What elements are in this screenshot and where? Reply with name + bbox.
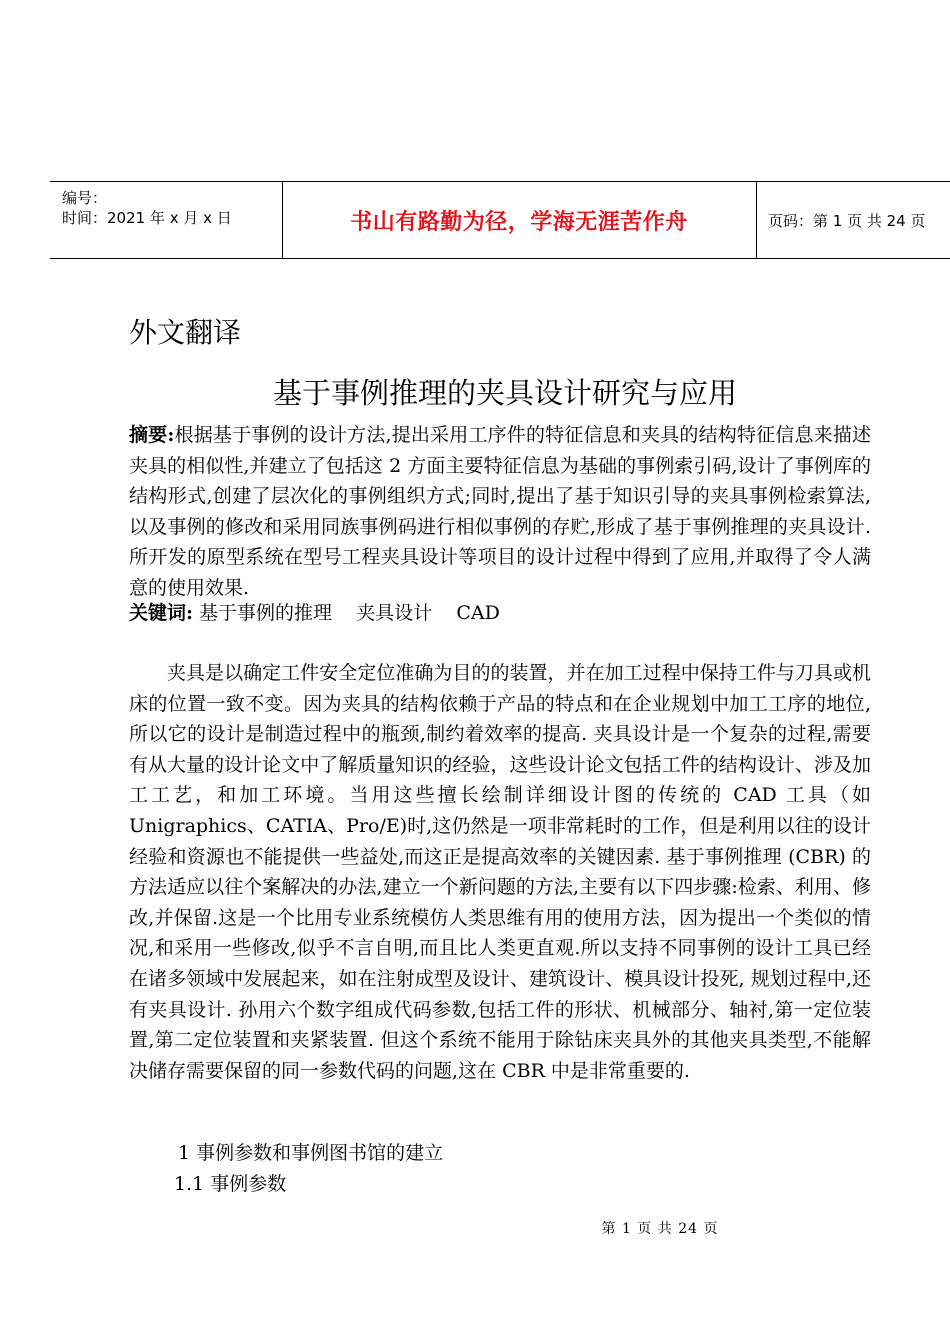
document-type: 外文翻译 (129, 316, 242, 349)
header-motto: 书山有路勤为径，学海无涯苦作舟 (282, 182, 757, 258)
page-header (50, 181, 950, 259)
footer-page-number: 第 1 页 共 24 页 (601, 1221, 719, 1237)
keywords-text: 基于事例的推理 夹具设计 CAD (193, 602, 500, 624)
keywords-label: 关键词: (129, 602, 194, 624)
keywords (129, 598, 871, 629)
time-label: 时间：2021 年 x 月 x 日 (62, 209, 232, 227)
abstract (129, 420, 871, 604)
section-heading-1: 1 事例参数和事例图书馆的建立 (178, 1142, 444, 1164)
abstract-label: 摘要: (129, 424, 175, 446)
number-label: 编号： (62, 189, 108, 207)
header-page-label: 页码：第 1 页 共 24 页 (768, 211, 926, 230)
body-paragraph: 夹具是以确定工件安全定位准确为目的的装置，并在加工过程中保持工件与刀具或机床的位置一致不变。因为夹具的结构依赖于产品的特点和在企业规划中加工工序的地位,所以它的设计是制造过程中的瓶颈,制约着效率的提高. 夹具设计是一个复杂的过程,需要有从大量的设计论文中了解质量知识的经验，这些设计论文包括工件的结构设计、涉及加工工艺，和加工环境。当用这些擅长绘制详细设计图的传统的 CAD 工具（如 Unigraphics、CATIA、Pro/E)时,这仍然是一项非常耗时的工作，但是利用以往的设计经验和资源也不能提供一些益处,而这正是提高效率的关键因素. 基于事例推理 (CBR) 的方法适应以往个案解决的办法,建立一个新问题的方法,主要有以下四步骤:检索、利用、修改,并保留.这是一个比用专业系统模仿人类思维有用的使用方法，因为提出一个类似的情况,和采用一些修改,似乎不言自明,而且比人类更直观.所以支持不同事例的设计工具已经在诸多领域中发展起来，如在注射成型及设计、建筑设计、模具设计投死, 规划过程中,还有夹具设计. 孙用六个数字组成代码参数,包括工件的形状、机械部分、轴衬,第一定位装置,第二定位装置和夹紧装置. 但这个系统不能用于除钻床夹具外的其他夹具类型,不能解决储存需要保留的同一参数代码的问题,这在 CBR 中是非常重要的. (129, 662, 871, 1082)
document-title (0, 371, 950, 412)
document-title-text: 基于事例推理的夹具设计研究与应用 (272, 376, 737, 410)
page-footer (0, 1218, 950, 1238)
section-heading-1-1: 1.1 事例参数 (174, 1173, 287, 1195)
abstract-text: 根据基于事例的设计方法,提出采用工序件的特征信息和夹具的结构特征信息来描述夹具的相似性,并建立了包括这 2 方面主要特征信息为基础的事例索引码,设计了事例库的结构形式,创建了层次化的事例组织方式;同时,提出了基于知识引导的夹具事例检索算法,以及事例的修改和采用同族事例码进行相似事例的存贮,形成了基于事例推理的夹具设计.所开发的原型系统在型号工程夹具设计等项目的设计过程中得到了应用,并取得了令人满意的使用效果. (129, 424, 871, 599)
header-info-cell (50, 182, 283, 258)
